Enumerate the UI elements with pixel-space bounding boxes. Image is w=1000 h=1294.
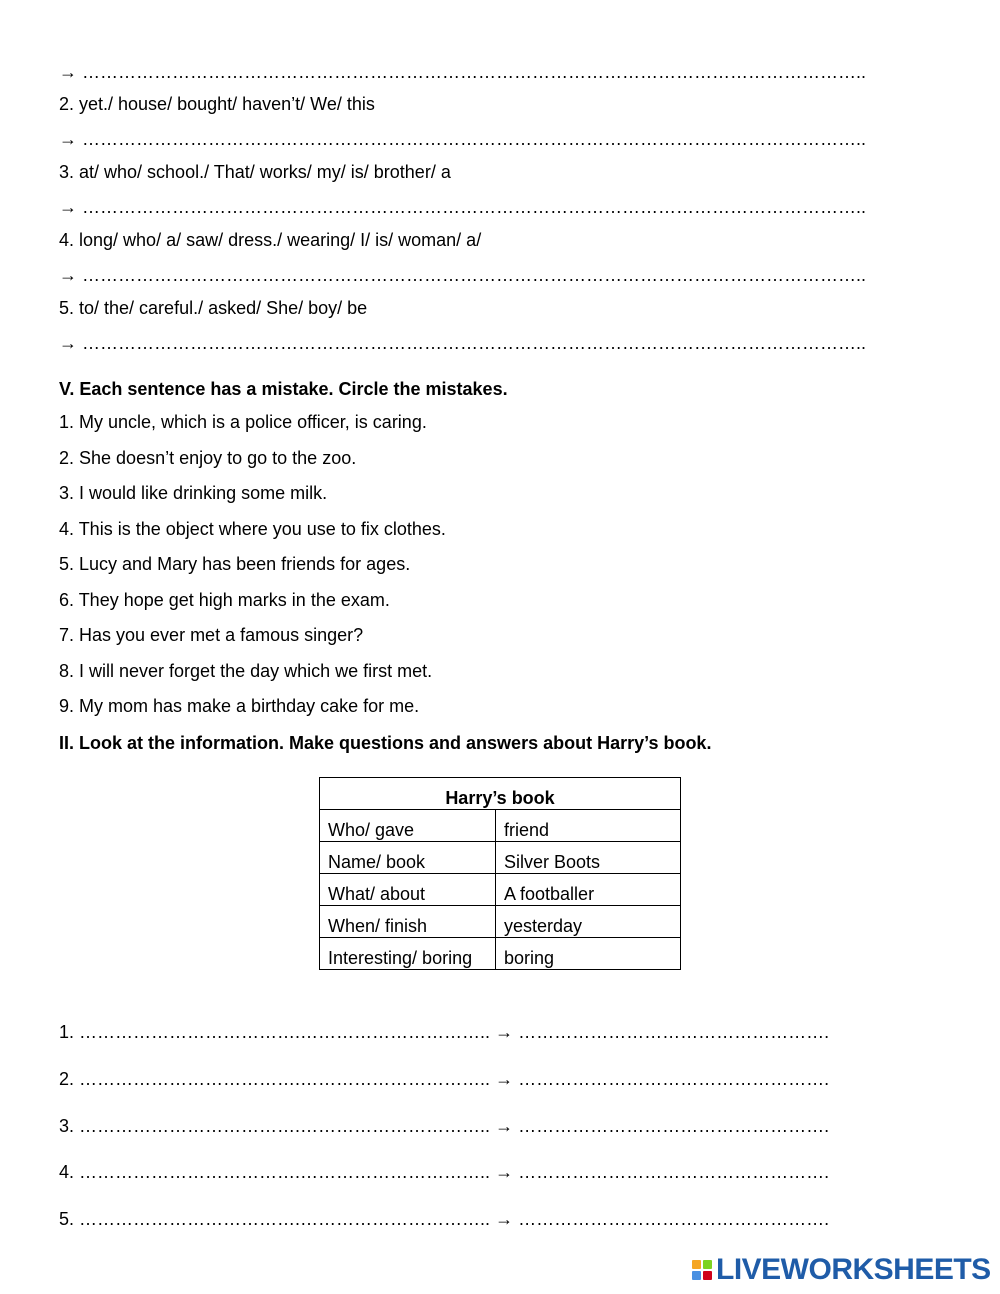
answer-dots: ………………………………………………………………………………………………………………….. (82, 62, 867, 82)
reorder-item: 5. to/ the/ careful./ asked/ She/ boy/ be (59, 298, 368, 318)
table-value: boring (496, 938, 681, 970)
table-row (320, 874, 681, 906)
qa-number: 1. (59, 1022, 75, 1042)
arrow-icon: → (495, 1069, 514, 1089)
answer-line[interactable] (59, 61, 866, 83)
mistake-sentence[interactable]: 7. Has you ever met a famous singer? (59, 625, 364, 645)
table-value: Silver Boots (496, 842, 681, 874)
table-row (320, 906, 681, 938)
mistake-sentence[interactable]: 1. My uncle, which is a police officer, is caring. (59, 412, 427, 432)
arrow-icon: → (59, 333, 77, 353)
table-row (320, 938, 681, 970)
logo-text: LIVEWORKSHEETS (716, 1253, 991, 1286)
table-value: A footballer (496, 874, 681, 906)
qa-line[interactable] (59, 1161, 829, 1183)
table-value: friend (496, 810, 681, 842)
reorder-item: 2. yet./ house/ bought/ haven’t/ We/ this (59, 94, 375, 114)
table-key: Name/ book (320, 842, 496, 874)
mistake-sentence[interactable]: 2. She doesn’t enjoy to go to the zoo. (59, 448, 357, 468)
answer-dots: ……………………………………………. (518, 1116, 830, 1136)
table-header: Harry’s book (320, 778, 681, 810)
arrow-icon: → (495, 1022, 514, 1042)
table-value: yesterday (496, 906, 681, 938)
mistake-sentence[interactable]: 4. This is the object where you use to fix clothes. (59, 519, 446, 539)
question-dots: ……………………………….………………………….. (79, 1022, 491, 1042)
qa-number: 4. (59, 1162, 75, 1182)
arrow-icon: → (59, 129, 77, 149)
answer-dots: ………………………………………………………………………………………………………………….. (82, 197, 867, 217)
mistake-sentence[interactable]: 3. I would like drinking some milk. (59, 483, 328, 503)
arrow-icon: → (495, 1116, 514, 1136)
mistake-sentence[interactable]: 6. They hope get high marks in the exam. (59, 590, 390, 610)
table-key: What/ about (320, 874, 496, 906)
question-dots: ……………………………….………………………….. (79, 1116, 491, 1136)
answer-dots: ………………………………………………………………………………………………………………….. (82, 333, 867, 353)
answer-dots: ……………………………………………. (518, 1069, 830, 1089)
arrow-icon: → (59, 265, 77, 285)
arrow-icon: → (495, 1162, 514, 1182)
harrys-book-table (319, 777, 681, 970)
answer-line[interactable] (59, 264, 866, 286)
qa-number: 5. (59, 1209, 75, 1229)
answer-dots: ………………………………………………………………………………………………………………….. (82, 129, 867, 149)
question-dots: ……………………………….………………………….. (79, 1162, 491, 1182)
liveworksheets-logo (692, 1255, 991, 1285)
reorder-item: 4. long/ who/ a/ saw/ dress./ wearing/ I/ is/ woman/ a/ (59, 230, 482, 250)
table-key: Who/ gave (320, 810, 496, 842)
mistake-sentence[interactable]: 5. Lucy and Mary has been friends for ages. (59, 554, 411, 574)
section-ii-title: II. Look at the information. Make questions and answers about Harry’s book. (59, 733, 712, 753)
qa-line[interactable] (59, 1115, 829, 1137)
answer-line[interactable] (59, 128, 866, 150)
answer-dots: ………………………………………………………………………………………………………………….. (82, 265, 867, 285)
arrow-icon: → (59, 197, 77, 217)
reorder-item: 3. at/ who/ school./ That/ works/ my/ is/ brother/ a (59, 162, 451, 182)
table-row (320, 842, 681, 874)
question-dots: ……………………………….………………………….. (79, 1069, 491, 1089)
mistake-sentence[interactable]: 8. I will never forget the day which we first met. (59, 661, 433, 681)
qa-line[interactable] (59, 1021, 829, 1043)
table-row (320, 810, 681, 842)
qa-line[interactable] (59, 1068, 829, 1090)
section-v-title: V. Each sentence has a mistake. Circle the mistakes. (59, 379, 508, 399)
qa-line[interactable] (59, 1208, 829, 1230)
mistake-sentence[interactable]: 9. My mom has make a birthday cake for me. (59, 696, 420, 716)
answer-dots: ……………………………………………. (518, 1162, 830, 1182)
arrow-icon: → (495, 1209, 514, 1229)
qa-number: 3. (59, 1116, 75, 1136)
arrow-icon: → (59, 62, 77, 82)
logo-mark-icon (692, 1260, 712, 1280)
answer-line[interactable] (59, 196, 866, 218)
answer-dots: ……………………………………………. (518, 1209, 830, 1229)
answer-dots: ……………………………………………. (518, 1022, 830, 1042)
table-key: When/ finish (320, 906, 496, 938)
qa-number: 2. (59, 1069, 75, 1089)
table-key: Interesting/ boring (320, 938, 496, 970)
question-dots: ……………………………….………………………….. (79, 1209, 491, 1229)
answer-line[interactable] (59, 332, 866, 354)
